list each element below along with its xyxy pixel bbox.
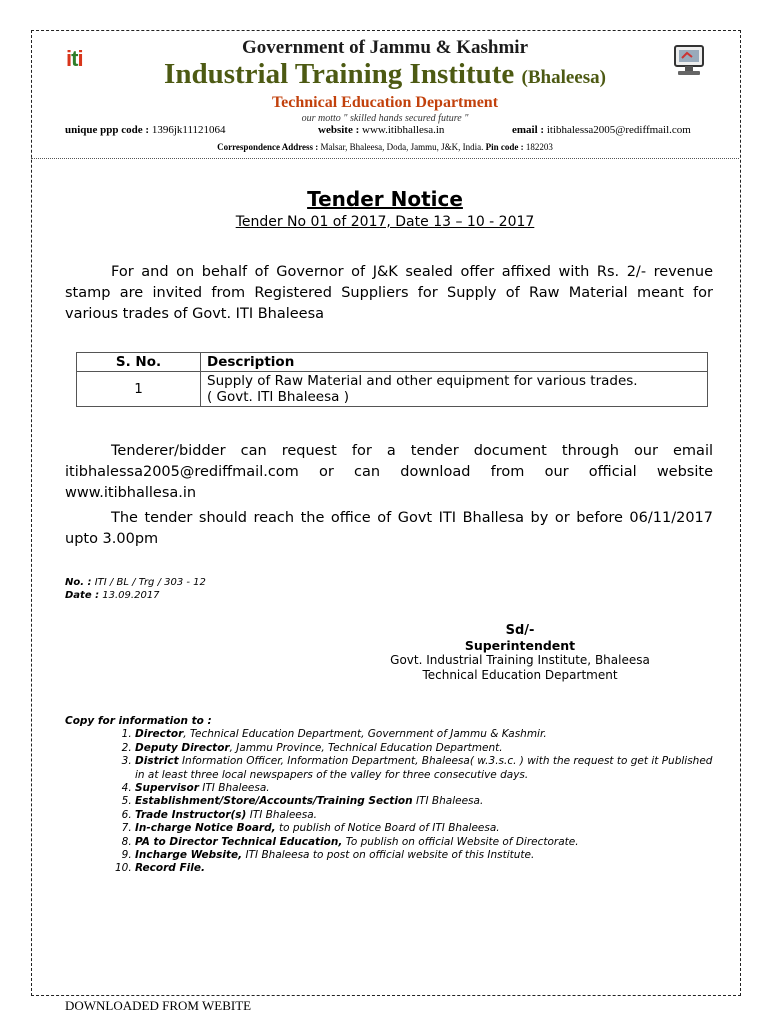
notice-title: Tender Notice [307,187,463,211]
list-item: 1. Director, Technical Education Department, Government of Jammu & Kashmir. [135,728,725,741]
signature-block [360,623,680,683]
items-table [76,352,708,407]
reference-block: No. : ITI / BL / Trg / 303 - 12 Date : 13.09.2017 [65,577,206,601]
tender-number: Tender No 01 of 2017, Date 13 – 10 - 2017 [235,214,535,230]
iti-logo: iti [66,46,83,71]
website: website : www.itibhallesa.in [318,124,445,136]
email: email : itibhalessa2005@rediffmail.com [512,124,691,136]
sig-department: Technical Education Department [422,668,618,682]
header-divider [31,158,739,159]
list-item: 3. District Information Officer, Information Department, Bhaleesa( w.3.s.c. ) with the request to get it Published in at least three local newspapers of the valley for three consecutive days. [135,755,725,782]
copy-list [65,715,725,876]
motto: our motto " skilled hands secured future " [301,113,469,124]
table-row [77,372,708,407]
institute-title: Industrial Training Institute (Bhaleesa) [164,58,606,90]
list-item: 5. Establishment/Store/Accounts/Training Section ITI Bhaleesa. [135,795,725,808]
copy-heading: Copy for information to : [65,715,212,727]
government-title: Government of Jammu & Kashmir [241,37,529,58]
deadline-paragraph: The tender should reach the office of Govt ITI Bhallesa by or before 06/11/2017 upto 3.00pm [65,510,713,547]
col-sno-header: S. No. [77,353,201,372]
office: Govt. Industrial Training Institute, Bhaleesa [390,653,650,667]
designation: Superintendent [464,638,576,653]
cell-description: Supply of Raw Material and other equipment for various trades. ( Govt. ITI Bhaleesa ) [201,372,708,407]
list-item: 10. Record File. [135,862,725,875]
department-title: Technical Education Department [271,94,499,111]
list-item: 4. Supervisor ITI Bhaleesa. [135,782,725,795]
correspondence-address: Correspondence Address : Malsar, Bhaleesa, Doda, Jammu, J&K, India. Pin code : 182203 [217,142,553,152]
intro-paragraph: For and on behalf of Governor of J&K sealed offer affixed with Rs. 2/- revenue stamp are invited from Registered Suppliers for Supply of Raw Material meant for various trades of Govt. ITI Bhaleesa [65,264,713,322]
cell-sno: 1 [77,372,201,407]
sd: Sd/- [505,623,535,638]
ppp-code: unique ppp code : 1396jk11121064 [65,124,226,136]
list-item: 2. Deputy Director, Jammu Province, Technical Education Department. [135,742,725,755]
table-header-row [77,353,708,372]
footer-text: DOWNLOADED FROM WEBITE [65,998,252,1013]
list-item: 8. PA to Director Technical Education, To publish on official Website of Directorate. [135,836,725,849]
request-paragraph: Tenderer/bidder can request for a tender document through our email itibhalessa2005@rediffmail.com or can download from our official website www.itibhallesa.in [65,443,713,501]
list-item: 7. In-charge Notice Board, to publish of Notice Board of ITI Bhaleesa. [135,822,725,835]
list-item: 9. Incharge Website, ITI Bhaleesa to post on official website of this Institute. [135,849,725,862]
list-item: 6. Trade Instructor(s) ITI Bhaleesa. [135,809,725,822]
col-description-header: Description [201,353,708,372]
